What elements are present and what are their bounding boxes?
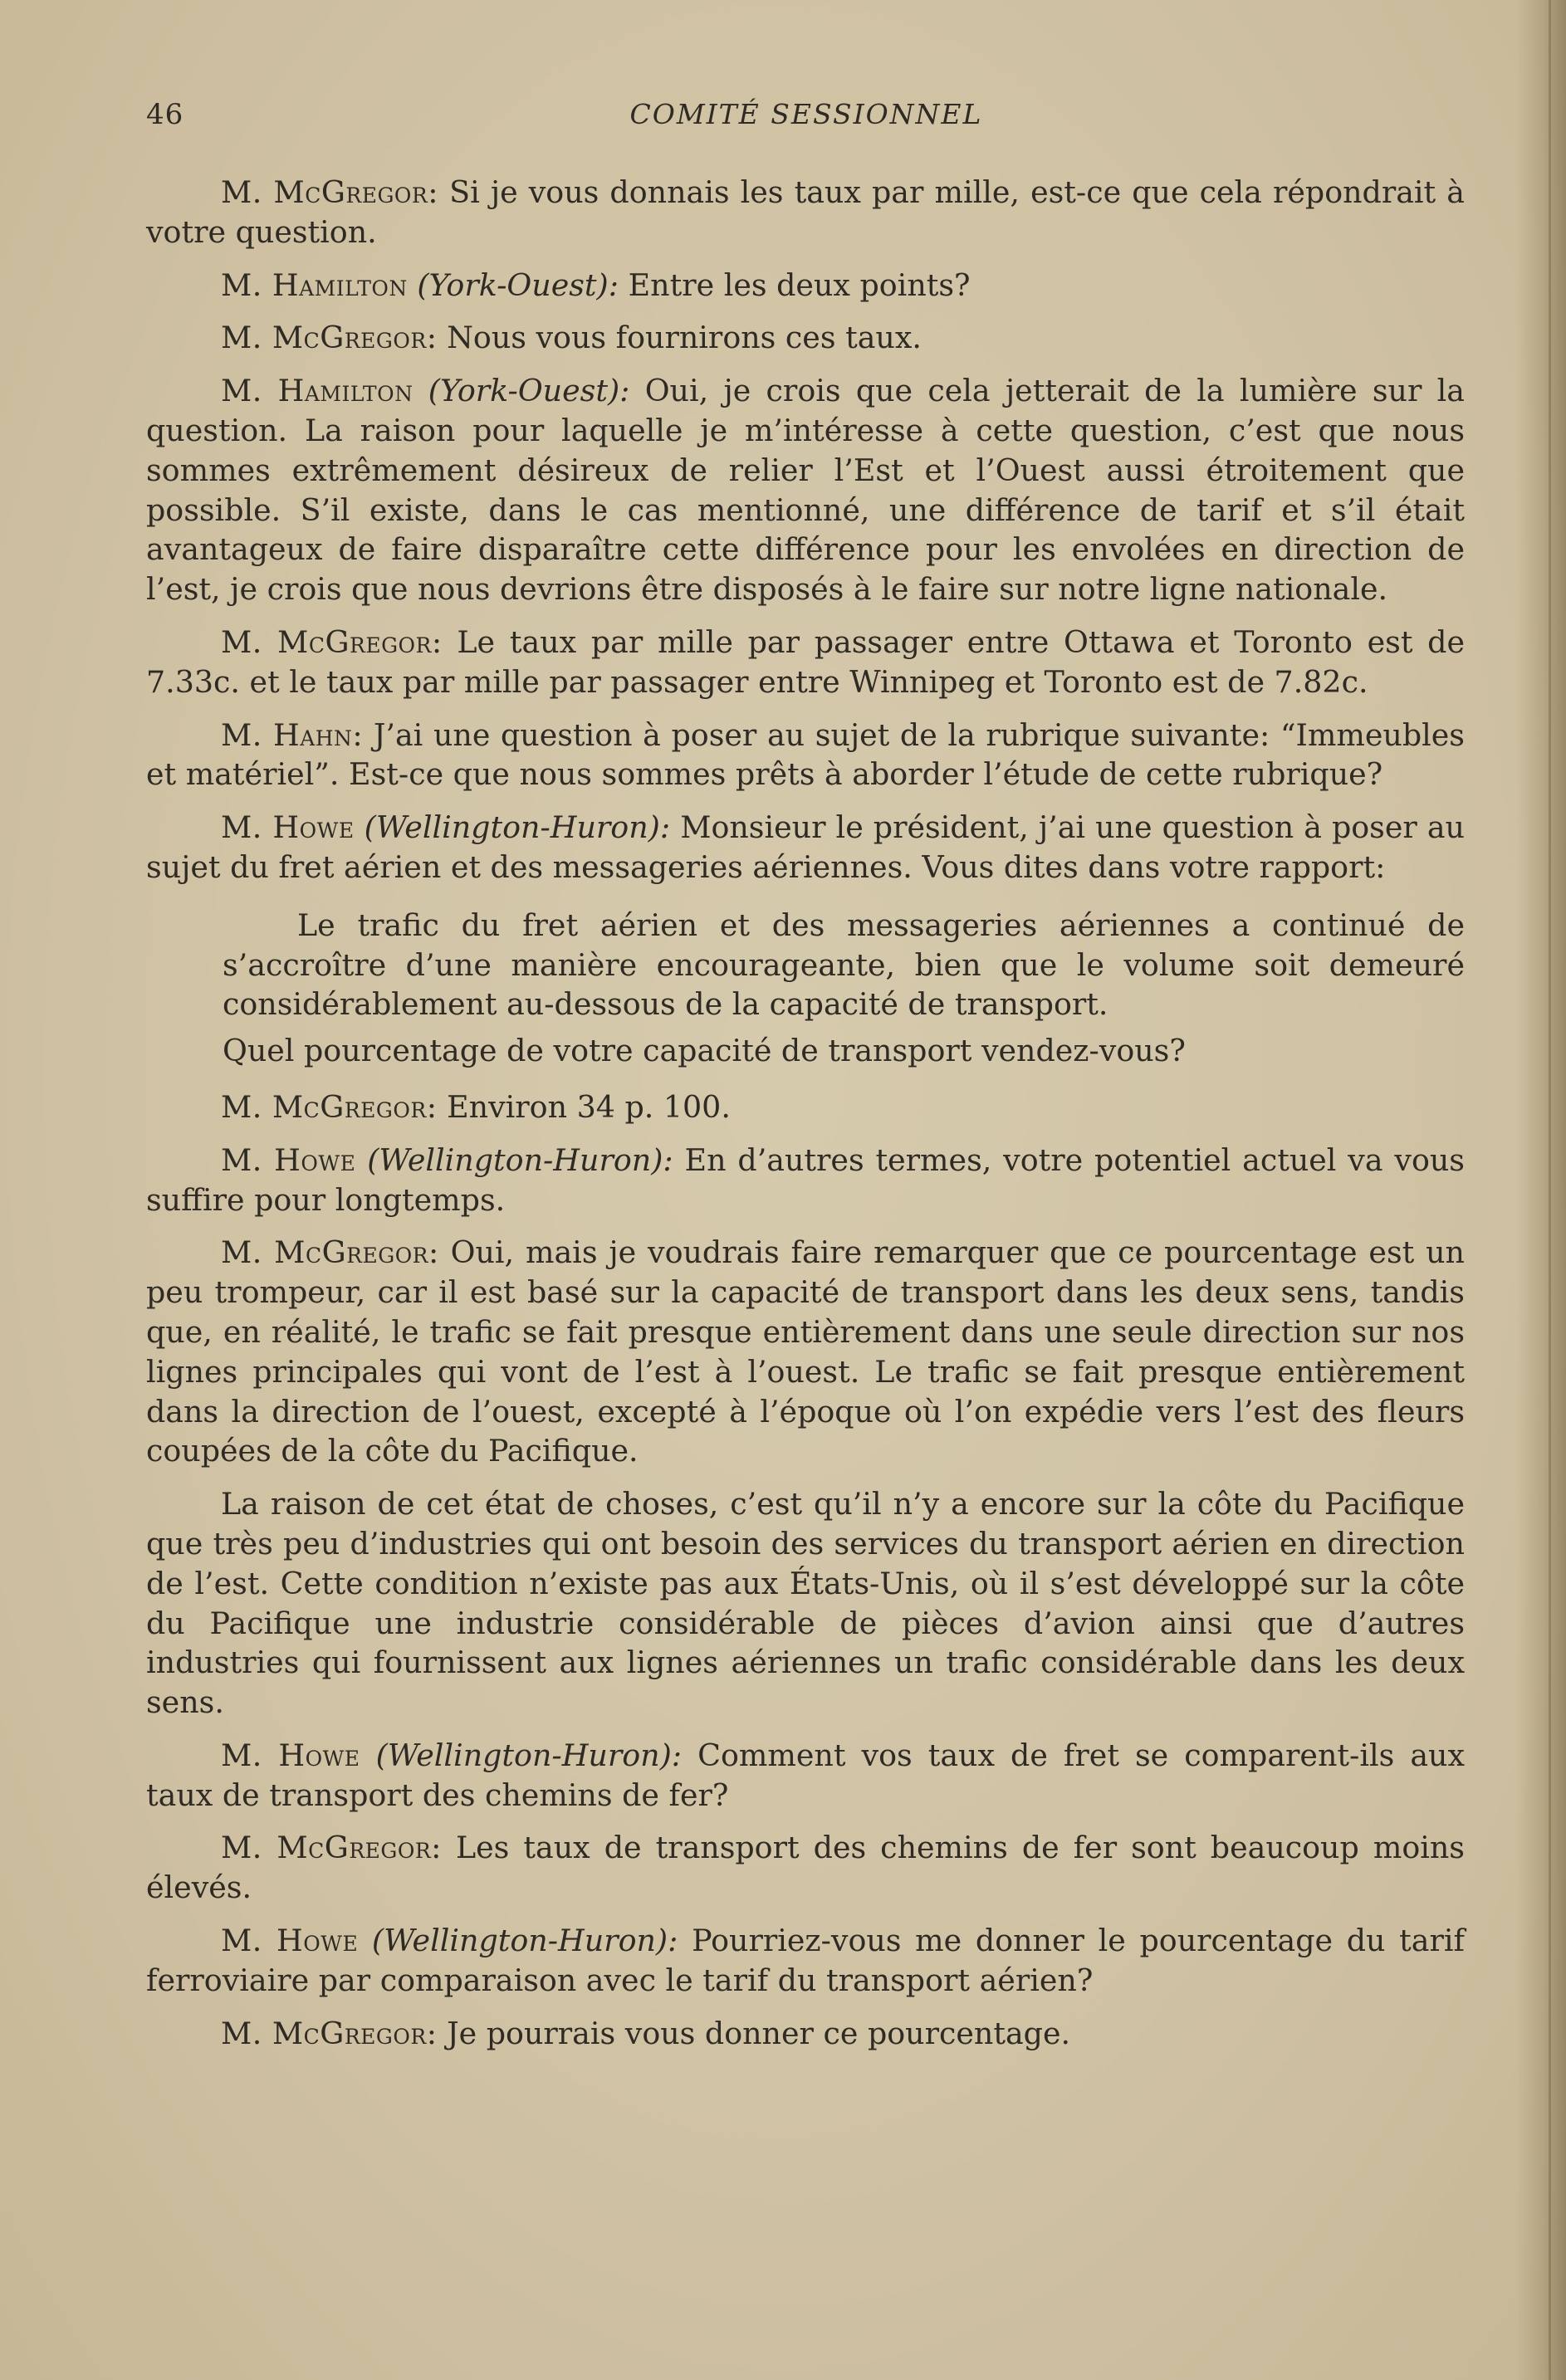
paragraphs-after-quote xyxy=(146,1087,1465,2054)
speaker-name: M. Howe xyxy=(221,809,355,846)
transcript-paragraph xyxy=(146,808,1465,887)
speaker-name: M. McGregor: xyxy=(221,320,438,356)
paragraph-text: Comment vos taux de fret se comparent-ils aux taux de transport des chemins de fer? xyxy=(146,1737,1465,1813)
speaker-name: M. McGregor: xyxy=(221,1234,439,1271)
transcript-paragraph xyxy=(146,1087,1465,1127)
speaker-name: M. Hahn: xyxy=(221,716,364,753)
speaker-riding: (Wellington-Huron): xyxy=(375,1737,683,1773)
paragraph-text: Le taux par mille par passager entre Ottawa et Toronto est de 7.33c. et le taux par mille par passager entre Winnipeg et Toronto est de 7.82c. xyxy=(146,623,1466,700)
transcript-paragraph xyxy=(146,2014,1465,2054)
paragraph-text: Nous vous fournirons ces taux. xyxy=(447,320,922,356)
transcript-body xyxy=(146,173,1465,2066)
transcript-paragraph xyxy=(146,623,1465,702)
paragraph-text: J’ai une question à poser au sujet de la rubrique suivante: “Immeubles et matériel”. Est-ce que nous sommes prêts à aborder l’étude de cette rubrique? xyxy=(146,716,1465,793)
speaker-name: M. McGregor: xyxy=(221,1088,438,1125)
running-head: COMITÉ SESSIONNEL xyxy=(629,98,983,130)
transcript-paragraph xyxy=(146,173,1465,252)
speaker-name: M. Hamilton xyxy=(221,373,414,409)
transcript-paragraph xyxy=(146,371,1465,609)
transcript-paragraph xyxy=(146,1921,1465,2001)
speaker-riding: (York-Ouest): xyxy=(428,373,630,409)
paragraph-text: Je pourrais vous donner ce pourcentage. xyxy=(447,2015,1071,2051)
paragraph-text: Entre les deux points? xyxy=(628,266,971,303)
quote-follow-question: Quel pourcentage de votre capacité de transport vendez-vous? xyxy=(223,1033,1186,1069)
speaker-riding: (Wellington-Huron): xyxy=(364,809,671,846)
transcript-paragraph xyxy=(146,318,1465,358)
quoted-report-text: Le trafic du fret aérien et des messageries aériennes a continué de s’accroître d’une manière encourageante, bien que le volume soit demeuré considérablement au-dessous de la capacité de transport. xyxy=(223,907,1465,1023)
transcript-paragraph xyxy=(146,1736,1465,1816)
page-header xyxy=(146,98,1466,139)
paragraphs-before-quote xyxy=(146,173,1465,887)
speaker-name: M. McGregor: xyxy=(221,174,439,210)
speaker-name: M. Howe xyxy=(221,1737,360,1773)
speaker-name: M. McGregor: xyxy=(221,623,443,660)
transcript-paragraph xyxy=(146,1233,1465,1471)
paragraph-text: Monsieur le président, j’ai une question à poser au sujet du fret aérien et des messageries aériennes. Vous dites dans votre rapport: xyxy=(146,809,1465,885)
speaker-riding: (York-Ouest): xyxy=(417,266,619,303)
speaker-name: M. McGregor: xyxy=(221,1830,442,1866)
paragraph-text: En d’autres termes, votre potentiel actuel va vous suffire pour longtemps. xyxy=(146,1141,1465,1218)
page-number: 46 xyxy=(146,98,184,131)
paragraph-text: Si je vous donnais les taux par mille, est-ce que cela répondrait à votre question. xyxy=(146,174,1465,250)
paragraph-text: Les taux de transport des chemins de fer sont beaucoup moins élevés. xyxy=(146,1830,1465,1906)
paragraph-text: Environ 34 p. 100. xyxy=(447,1088,731,1125)
page-edge-shadow xyxy=(1516,0,1566,2380)
transcript-paragraph xyxy=(146,266,1465,305)
speaker-name: M. Howe xyxy=(221,1923,359,1959)
transcript-paragraph xyxy=(146,1141,1465,1220)
paragraph-text: Oui, je crois que cela jetterait de la lumière sur la question. La raison pour laquelle je m’intéresse à cette question, c’est que nous sommes extrêmement désireux de relier l’Est et l’Ouest aussi étroitement que possible. S’il existe, dans le cas mentionné, une différence de tarif et s’il était avantageux de faire disparaître cette différence pour les envolées en direction de l’est, je crois que nous devrions être disposés à le faire sur notre ligne nationale. xyxy=(146,373,1465,608)
paragraph-text: Pourriez-vous me donner le pourcentage du tarif ferroviaire par comparaison avec le tarif du transport aérien? xyxy=(146,1923,1465,1998)
speaker-name: M. Hamilton xyxy=(221,266,408,303)
page-edge-line xyxy=(1549,0,1551,2380)
paragraph-text: La raison de cet état de choses, c’est qu’il n’y a encore sur la côte du Pacifique que très peu d’industries qui ont besoin des services du transport aérien en direction de l’est. Cette condition n’existe pas aux États-Unis, où il s’est développé sur la côte du Pacifique une industrie considérable de pièces d’avion ainsi que d’autres industries qui fournissent aux lignes aériennes un trafic considérable dans les deux sens. xyxy=(146,1486,1465,1721)
transcript-paragraph xyxy=(146,716,1465,795)
transcript-paragraph xyxy=(146,1484,1465,1723)
speaker-name: M. Howe xyxy=(221,1141,356,1178)
speaker-name: M. McGregor: xyxy=(221,2015,438,2051)
paragraph-text: Oui, mais je voudrais faire remarquer que ce pourcentage est un peu trompeur, car il est basé sur la capacité de transport dans les deux sens, tandis que, en réalité, le trafic se fait presque entièrement dans une seule direction sur nos lignes principales qui vont de l’est à l’ouest. Le trafic se fait presque entièrement dans la direction de l’ouest, excepté à l’époque où l’on expédie vers l’est des fleurs coupées de la côte du Pacifique. xyxy=(146,1234,1465,1469)
transcript-paragraph xyxy=(146,1828,1465,1908)
speaker-riding: (Wellington-Huron): xyxy=(371,1923,678,1959)
speaker-riding: (Wellington-Huron): xyxy=(367,1141,673,1178)
